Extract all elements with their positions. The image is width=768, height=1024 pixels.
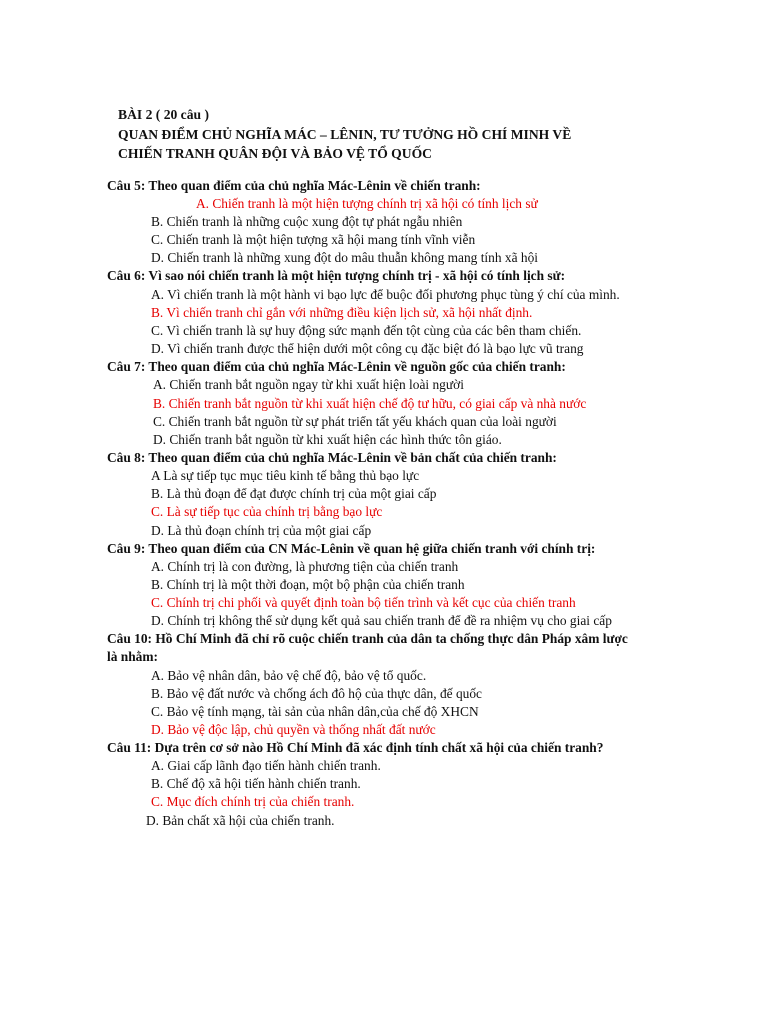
question-10-option-d: D. Bảo vệ độc lập, chủ quyền và thống nhất đất nước bbox=[151, 722, 436, 737]
title-line-1: QUAN ĐIỂM CHỦ NGHĨA MÁC – LÊNIN, TƯ TƯỞNG HỒ CHÍ MINH VỀ bbox=[118, 127, 572, 142]
question-5-option-a: A. Chiến tranh là một hiện tượng chính trị xã hội có tính lịch sử bbox=[196, 196, 538, 211]
question-7: Câu 7: Theo quan điểm của chủ nghĩa Mác-Lênin về nguồn gốc của chiến tranh: bbox=[107, 359, 566, 374]
question-7-option-b: B. Chiến tranh bắt nguồn từ khi xuất hiện chế độ tư hữu, có giai cấp và nhà nước bbox=[153, 396, 587, 411]
question-10-option-a: A. Bảo vệ nhân dân, bảo vệ chế độ, bảo vệ tổ quốc. bbox=[151, 668, 427, 683]
question-6-option-d: D. Vì chiến tranh được thể hiện dưới một công cụ đặc biệt đó là bạo lực vũ trang bbox=[151, 341, 584, 356]
question-8-option-b: B. Là thủ đoạn để đạt được chính trị của một giai cấp bbox=[151, 486, 437, 501]
question-7-option-c: C. Chiến tranh bắt nguồn từ sự phát triển tất yếu khách quan của loài người bbox=[153, 414, 557, 429]
question-9: Câu 9: Theo quan điểm của CN Mác-Lênin về quan hệ giữa chiến tranh với chính trị: bbox=[107, 541, 596, 556]
question-11: Câu 11: Dựa trên cơ sở nào Hồ Chí Minh đã xác định tính chất xã hội của chiến tranh? bbox=[107, 740, 604, 755]
question-9-option-b: B. Chính trị là một thời đoạn, một bộ phận của chiến tranh bbox=[151, 577, 465, 592]
question-9-option-c: C. Chính trị chi phối và quyết định toàn bộ tiến trình và kết cục của chiến tranh bbox=[151, 595, 576, 610]
question-10-option-b: B. Bảo vệ đất nước và chống ách đô hộ của thực dân, đế quốc bbox=[151, 686, 482, 701]
question-9-option-d: D. Chính trị không thể sử dụng kết quả sau chiến tranh để đề ra nhiệm vụ cho giai cấp bbox=[151, 613, 612, 628]
question-8-option-c: C. Là sự tiếp tục của chính trị bằng bạo lực bbox=[151, 504, 383, 519]
question-8-option-d: D. Là thủ đoạn chính trị của một giai cấp bbox=[151, 523, 372, 538]
question-6-option-a: A. Vì chiến tranh là một hành vi bạo lực để buộc đối phương phục tùng ý chí của mình. bbox=[151, 287, 620, 302]
question-6-option-c: C. Vì chiến tranh là sự huy động sức mạnh đến tột cùng của các bên tham chiến. bbox=[151, 323, 582, 338]
question-5: Câu 5: Theo quan điểm của chủ nghĩa Mác-Lênin về chiến tranh: bbox=[107, 178, 481, 193]
question-8-option-a: A Là sự tiếp tục mục tiêu kinh tế bằng thủ bạo lực bbox=[151, 468, 420, 483]
question-6: Câu 6: Vì sao nói chiến tranh là một hiện tượng chính trị - xã hội có tính lịch sử: bbox=[107, 268, 566, 283]
question-6-option-b: B. Vì chiến tranh chỉ gắn với những điều kiện lịch sử, xã hội nhất định. bbox=[151, 305, 533, 320]
lesson-heading: BÀI 2 ( 20 câu ) bbox=[118, 107, 210, 122]
question-10-option-c: C. Bảo vệ tính mạng, tài sản của nhân dân,của chế độ XHCN bbox=[151, 704, 479, 719]
question-7-option-a: A. Chiến tranh bắt nguồn ngay từ khi xuất hiện loài người bbox=[153, 377, 464, 392]
question-10: Câu 10: Hồ Chí Minh đã chỉ rõ cuộc chiến tranh của dân ta chống thực dân Pháp xâm lược bbox=[107, 631, 628, 646]
question-7-option-d: D. Chiến tranh bắt nguồn từ khi xuất hiện các hình thức tôn giáo. bbox=[153, 432, 502, 447]
question-5-option-c: C. Chiến tranh là một hiện tượng xã hội mang tính vĩnh viễn bbox=[151, 232, 476, 247]
question-5-option-d: D. Chiến tranh là những xung đột do mâu thuẫn không mang tính xã hội bbox=[151, 250, 538, 265]
question-5-option-b: B. Chiến tranh là những cuộc xung đột tự phát ngẫu nhiên bbox=[151, 214, 463, 229]
question-11-option-d: D. Bản chất xã hội của chiến tranh. bbox=[146, 813, 335, 828]
question-11-option-b: B. Chế độ xã hội tiến hành chiến tranh. bbox=[151, 776, 361, 791]
question-11-option-a: A. Giai cấp lãnh đạo tiến hành chiến tranh. bbox=[151, 758, 381, 773]
title-line-2: CHIẾN TRANH QUÂN ĐỘI VÀ BẢO VỆ TỔ QUỐC bbox=[118, 146, 432, 161]
question-11-option-c: C. Mục đích chính trị của chiến tranh. bbox=[151, 794, 355, 809]
question-8: Câu 8: Theo quan điểm của chủ nghĩa Mác-Lênin về bản chất của chiến tranh: bbox=[107, 450, 557, 465]
question-9-option-a: A. Chính trị là con đường, là phương tiện của chiến tranh bbox=[151, 559, 459, 574]
question-10-continued: là nhằm: bbox=[107, 649, 158, 664]
